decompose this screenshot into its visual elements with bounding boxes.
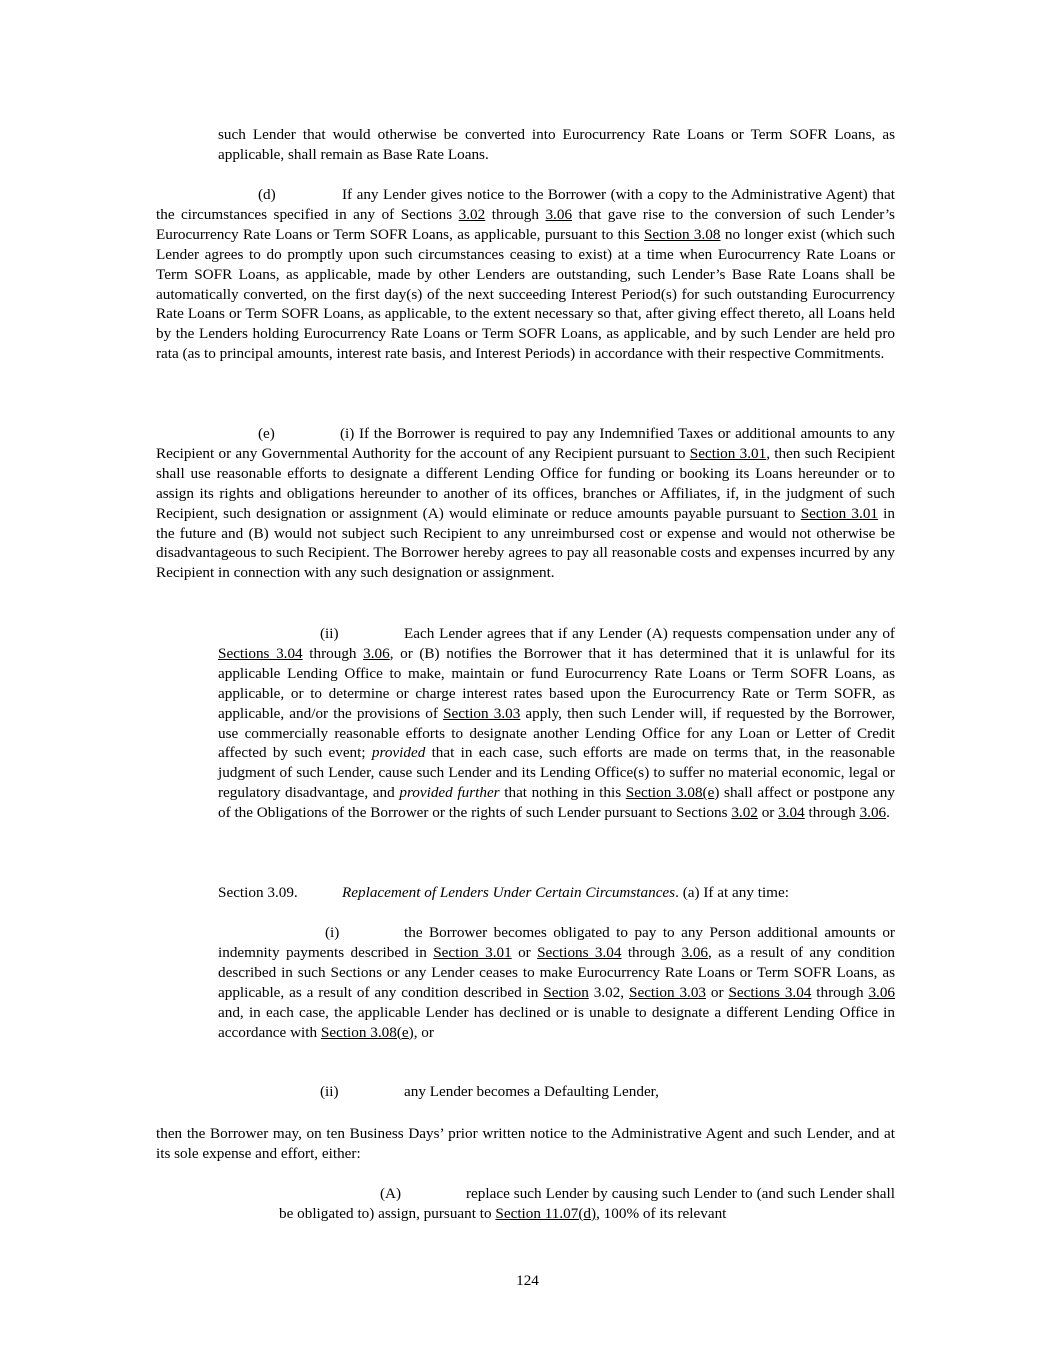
defined-term: provided — [371, 744, 426, 762]
cross-reference: Sections 3.04 — [728, 983, 812, 1001]
cross-reference: 3.06 — [363, 644, 390, 662]
paragraph-continuation — [218, 125, 895, 165]
cross-reference: 3.02 — [458, 205, 486, 223]
cross-reference: Section 11.07(d) — [495, 1204, 597, 1222]
section-title: Replacement of Lenders Under Certain Circumstances — [342, 884, 676, 901]
cross-reference: Section 3.08(e — [625, 784, 715, 802]
paragraph-d: (d) If any Lender gives notice to the Borrower (with a copy to the Administrative Agent) that the circumstances specified in any of Sections 3.02 through 3.06 that gave rise to the conversion of such Lender’s Eurocurrency Rate Loans or Term SOFR Loans, as applicable, pursuant to this Section 3.08 no longer exist (which such Lender agrees to do promptly upon such circumstances ceasing to exist) at a time when Eurocurrency Rate Loans or Term SOFR Loans, as applicable, made by other Lenders are outstanding, such Lender’s Base Rate Loans shall be automatically converted, on the first day(s) of the next succeeding Interest Period(s) for such outstanding Eurocurrency Rate Loans or Term SOFR Loans, as applicable, to the extent necessary so that, after giving effect thereto, all Loans held by the Lenders holding Eurocurrency Rate Loans or Term SOFR Loans, as applicable, and by such Lender are held pro rata (as to principal amounts, interest rate basis, and Interest Periods) in accordance with their respective Commitments. — [156, 186, 895, 363]
cross-reference: 3.06 — [868, 983, 896, 1001]
paragraph-a-ii — [218, 1082, 895, 1102]
page-number: 124 — [516, 1272, 539, 1289]
cross-reference: 3.02 — [731, 804, 758, 822]
paragraph-text: then the Borrower may, on ten Business Days’ prior written notice to the Administrative Agent and such Lender, and at its sole expense and effort, either: — [156, 1125, 895, 1162]
cross-reference: 3.06 — [859, 804, 887, 822]
defined-term: provided further — [399, 784, 500, 802]
cross-reference: Sections 3.04 — [537, 943, 622, 961]
paragraph-A: (A) replace such Lender by causing such Lender to (and such Lender shall be obligated to) assign, pursuant to Section 11.07(d), 100% of its relevant — [279, 1185, 895, 1222]
cross-reference: 3.06 — [545, 205, 573, 223]
cross-reference: 3.06 — [681, 943, 709, 961]
section-number: Section 3.09. — [218, 884, 298, 901]
paragraph-then — [156, 1124, 895, 1164]
clause-label: (ii) — [320, 625, 339, 642]
cross-reference: Section 3.08(e) — [320, 1023, 414, 1041]
cross-reference: Section 3.03 — [443, 704, 521, 722]
paragraph-text: any Lender becomes a Defaulting Lender, — [404, 1083, 659, 1100]
paragraph-text: such Lender that would otherwise be converted into Eurocurrency Rate Loans or Term SOFR Loans, as applicable, shall remain as Base Rate Loans. — [218, 126, 895, 163]
cross-reference: Sections 3.04 — [218, 644, 303, 662]
cross-reference: Section 3.08 — [643, 225, 721, 243]
cross-reference: Section 3.01 — [689, 444, 767, 462]
cross-reference: Section 3.01 — [800, 504, 879, 522]
paragraph-e: (e) (i) If the Borrower is required to pay any Indemnified Taxes or additional amounts to any Recipient or any Governmental Authority for the account of any Recipient pursuant to Section 3.01, then such Recipient shall use reasonable efforts to designate a different Lending Office for funding or booking its Loans hereunder or to assign its rights and obligations hereunder to another of its offices, branches or Affiliates, if, in the judgment of such Recipient, such designation or assignment (A) would eliminate or reduce amounts payable pursuant to Section 3.01 in the future and (B) would not subject such Recipient to any unreimbursed cost or expense and would not otherwise be disadvantageous to such Recipient. The Borrower hereby agrees to pay all reasonable costs and expenses incurred by any Recipient in connection with any such designation or assignment. — [156, 425, 895, 582]
cross-reference: Section 3.03 — [629, 983, 707, 1001]
clause-label: (ii) — [320, 1083, 339, 1100]
clause-label: (d) — [258, 186, 276, 203]
clause-label: (A) — [380, 1185, 402, 1202]
clause-label: (i) — [325, 924, 340, 941]
cross-reference: Section — [543, 983, 589, 1001]
clause-label: (e) — [258, 425, 275, 442]
paragraph-a-i: (i) the Borrower becomes obligated to pay to any Person additional amounts or indemnity payments described in Section 3.01 or Sections 3.04 through 3.06, as a result of any condition described in such Sections or any Lender ceases to make Eurocurrency Rate Loans or Term SOFR Loans, as applicable, as a result of any condition described in Section 3.02, Section 3.03 or Sections 3.04 through 3.06 and, in each case, the applicable Lender has declined or is unable to designate a different Lending Office in accordance with Section 3.08(e), or — [218, 924, 896, 1041]
section-heading: Section 3.09. Replacement of Lenders Under Certain Circumstances. (a) If at any time: — [218, 884, 789, 901]
paragraph-e-ii: (ii) Each Lender agrees that if any Lender (A) requests compensation under any of Sections 3.04 through 3.06, or (B) notifies the Borrower that it has determined that it is unlawful for its applicable Lending Office to make, maintain or fund Eurocurrency Rate Loans or Term SOFR Loans, as applicable, or to determine or charge interest rates based upon the Eurocurrency Rate or Term SOFR, as applicable, and/or the provisions of Section 3.03 apply, then such Lender will, if requested by the Borrower, use commercially reasonable efforts to designate another Lending Office for any Loan or Letter of Credit affected by such event; provided that in each case, such efforts are made on terms that, in the reasonable judgment of such Lender, cause such Lender and its Lending Office(s) to suffer no material economic, legal or regulatory disadvantage, and provided further that nothing in this Section 3.08(e) shall affect or postpone any of the Obligations of the Borrower or the rights of such Lender pursuant to Sections 3.02 or 3.04 through 3.06. — [218, 625, 895, 822]
cross-reference: 3.04 — [778, 804, 805, 822]
cross-reference: Section 3.01 — [433, 943, 512, 961]
